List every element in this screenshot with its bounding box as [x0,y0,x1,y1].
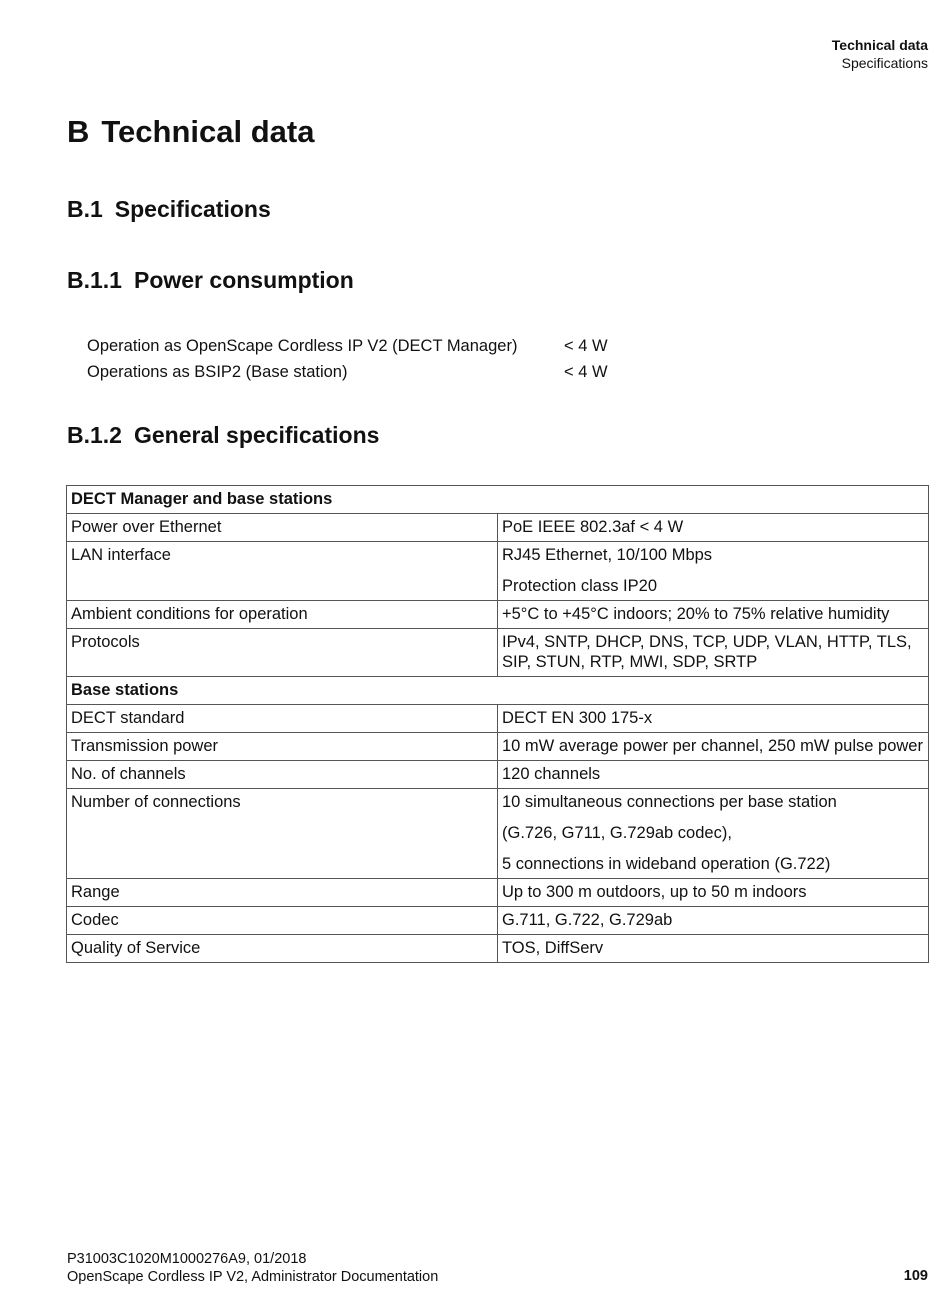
section-title: Specifications [114,196,271,222]
table-row [67,629,929,677]
power-row [87,335,644,361]
table-row [67,761,929,789]
document-title: OpenScape Cordless IP V2, Administrator Documentation [67,1269,439,1285]
table-row [67,789,929,879]
general-section-title: General specifications [133,422,380,448]
table-group-header [67,486,929,514]
spec-value-line: 10 simultaneous connections per base station [502,793,837,811]
spec-value: PoE IEEE 802.3af < 4 W [498,514,929,542]
table-row [67,514,929,542]
table-row [67,879,929,907]
power-heading [67,265,354,295]
power-label: Operation as OpenScape Cordless IP V2 (DECT Manager) [87,337,518,355]
table-row [67,907,929,935]
spec-value: DECT EN 300 175-x [498,705,929,733]
table-row [67,601,929,629]
section-heading [67,194,271,224]
spec-value: 10 mW average power per channel, 250 mW pulse power [498,733,929,761]
specifications-table [66,485,929,963]
spec-value: IPv4, SNTP, DHCP, DNS, TCP, UDP, VLAN, HTTP, TLS, SIP, STUN, RTP, MWI, SDP, SRTP [498,629,929,677]
section-number: B.1 [67,196,103,222]
spec-key: Ambient conditions for operation [67,601,498,629]
spec-value: TOS, DiffServ [498,935,929,963]
group-title: Base stations [67,677,929,705]
running-header-subtitle: Specifications [841,55,928,71]
table-row [67,935,929,963]
spec-key: DECT standard [67,705,498,733]
spec-value: +5°C to +45°C indoors; 20% to 75% relative humidity [498,601,929,629]
spec-value [498,789,929,879]
power-section-title: Power consumption [133,267,354,293]
running-header [832,36,928,72]
chapter-number: B [67,114,90,149]
chapter-title: Technical data [101,114,315,149]
spec-key: No. of channels [67,761,498,789]
page-footer [67,1250,438,1286]
table-row [67,542,929,601]
power-row [87,361,644,387]
spec-key: Codec [67,907,498,935]
power-section-number: B.1.1 [67,267,122,293]
spec-key: Protocols [67,629,498,677]
power-consumption-list [87,335,644,387]
spec-key: Power over Ethernet [67,514,498,542]
spec-value-line: 5 connections in wideband operation (G.722) [502,855,831,873]
spec-key: Quality of Service [67,935,498,963]
group-title: DECT Manager and base stations [67,486,929,514]
spec-value-line: RJ45 Ethernet, 10/100 Mbps [502,546,713,564]
page-number: 109 [903,1268,928,1284]
power-label: Operations as BSIP2 (Base station) [87,363,348,381]
spec-key: Range [67,879,498,907]
running-header-title: Technical data [831,37,928,53]
power-value: < 4 W [564,337,608,355]
spec-key: Transmission power [67,733,498,761]
spec-value [498,542,929,601]
spec-value: G.711, G.722, G.729ab [498,907,929,935]
spec-key: LAN interface [67,542,498,601]
document-id: P31003C1020M1000276A9, 01/2018 [67,1251,307,1267]
general-section-number: B.1.2 [67,422,122,448]
table-group-header [67,677,929,705]
spec-value: Up to 300 m outdoors, up to 50 m indoors [498,879,929,907]
power-value: < 4 W [564,363,608,381]
general-heading [67,420,379,450]
table-row [67,733,929,761]
spec-key: Number of connections [67,789,498,879]
spec-value-line: Protection class IP20 [502,577,657,595]
spec-value: 120 channels [498,761,929,789]
spec-value-line: (G.726, G711, G.729ab codec), [502,824,732,842]
chapter-heading [67,112,314,152]
table-row [67,705,929,733]
